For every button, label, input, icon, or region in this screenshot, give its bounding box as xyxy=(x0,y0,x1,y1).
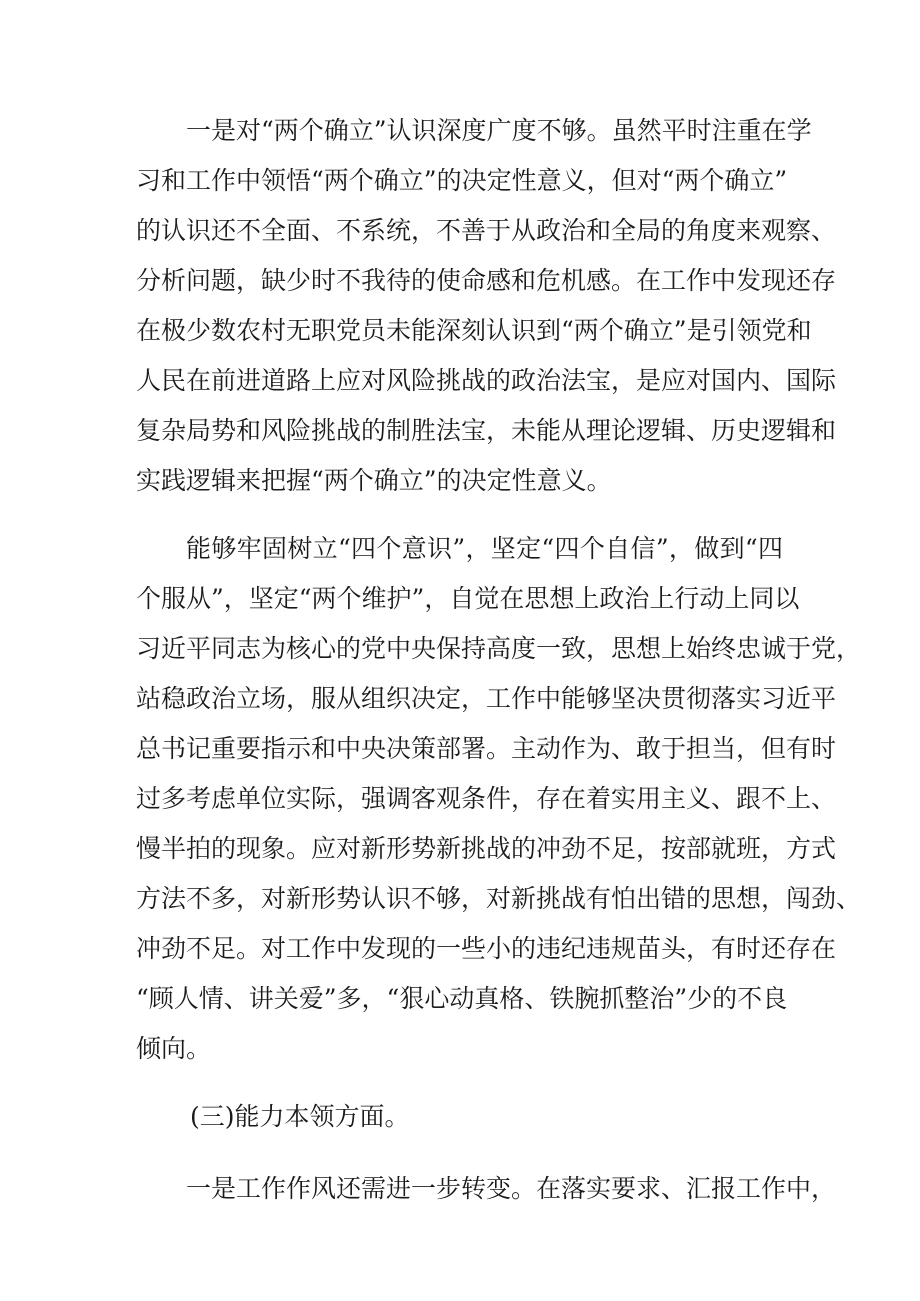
paragraph-line: 倾向。 xyxy=(136,1034,212,1063)
paragraph-line: 过多考虑单位实际，强调客观条件，存在着实用主义、跟不上、 xyxy=(136,784,837,813)
paragraph-line: 分析问题，缺少时不我待的使命感和危机感。在工作中发现还存 xyxy=(136,266,837,295)
paragraph-line: 习和工作中领悟“两个确立”的决定性意义，但对“两个确立” xyxy=(136,166,788,195)
paragraph-line: 个服从”，坚定“两个维护”，自觉在思想上政治上行动上同以 xyxy=(136,584,800,613)
section-heading: (三)能力本领方面。 xyxy=(190,1102,410,1131)
paragraph-line: 冲劲不足。对工作中发现的一些小的违纪违规苗头，有时还存在 xyxy=(136,934,837,963)
paragraph-line: 能够牢固树立“四个意识”，坚定“四个自信”，做到“四 xyxy=(186,534,783,563)
paragraph-line: 慢半拍的现象。应对新形势新挑战的冲劲不足，按部就班，方式 xyxy=(136,834,837,863)
paragraph-line: 方法不多，对新形势认识不够，对新挑战有怕出错的思想，闯劲、 xyxy=(136,884,862,913)
paragraph-line: 站稳政治立场，服从组织决定，工作中能够坚决贯彻落实习近平 xyxy=(136,684,837,713)
paragraph-line: 一是对“两个确立”认识深度广度不够。虽然平时注重在学 xyxy=(186,116,812,145)
paragraph-line: 的认识还不全面、不系统，不善于从政治和全局的角度来观察、 xyxy=(136,216,837,245)
paragraph-line: 人民在前进道路上应对风险挑战的政治法宝，是应对国内、国际 xyxy=(136,366,837,395)
paragraph-line: 复杂局势和风险挑战的制胜法宝，未能从理论逻辑、历史逻辑和 xyxy=(136,416,837,445)
paragraph-line: “顾人情、讲关爱”多，“狠心动真格、铁腕抓整治”少的不良 xyxy=(136,984,788,1013)
paragraph-line: 一是工作作风还需进一步转变。在落实要求、汇报工作中， xyxy=(186,1174,837,1203)
paragraph-line: 总书记重要指示和中央决策部署。主动作为、敢于担当，但有时 xyxy=(136,734,837,763)
paragraph-line: 实践逻辑来把握“两个确立”的决定性意义。 xyxy=(136,466,612,495)
paragraph-line: 在极少数农村无职党员未能深刻认识到“两个确立”是引领党和 xyxy=(136,316,812,345)
paragraph-line: 习近平同志为核心的党中央保持高度一致，思想上始终忠诚于党， xyxy=(136,634,862,663)
